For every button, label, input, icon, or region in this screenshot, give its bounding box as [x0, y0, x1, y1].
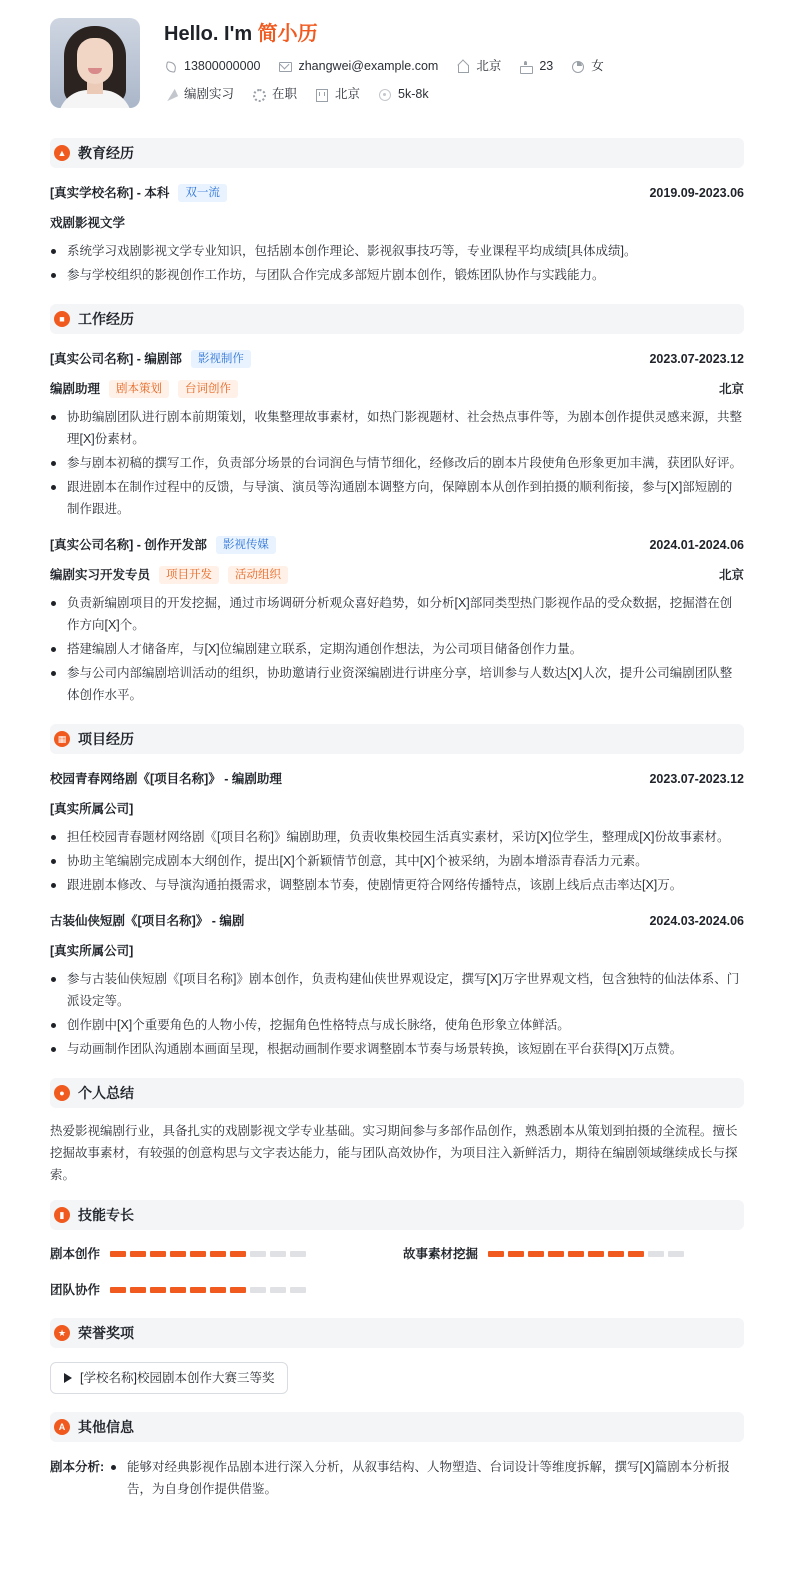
work-period: 2023.07-2023.12	[649, 351, 744, 366]
skill-segment-filled	[230, 1287, 246, 1293]
other-label: 剧本分析:	[50, 1460, 105, 1474]
company-tag: 影视传媒	[216, 536, 276, 554]
list-item: 系统学习戏剧影视文学专业知识，包括剧本创作理论、影视叙事技巧等，专业课程平均成绩[具体成绩]。	[50, 240, 744, 262]
skill-segment-filled	[628, 1251, 644, 1257]
skill-segment-empty	[250, 1287, 266, 1293]
phone-number: 13800000000	[184, 58, 261, 73]
job-city: 北京	[718, 381, 744, 396]
skill-segment-empty	[290, 1287, 306, 1293]
award-text: [学校名称]校园剧本创作大赛三等奖	[80, 1370, 275, 1385]
job-city: 北京	[718, 567, 744, 582]
list-item: 负责新编剧项目的开发挖掘，通过市场调研分析观众喜好趋势，如分析[X]部同类型热门影视作品的受众数据，挖掘潜在创作方向[X]个。	[50, 592, 744, 636]
salary-icon	[378, 88, 391, 101]
skill-segment-filled	[190, 1251, 206, 1257]
skill-name: 团队协作	[50, 1282, 101, 1297]
gear-icon	[252, 88, 265, 101]
home-city: 北京	[476, 58, 502, 73]
awards-section-title	[50, 1318, 744, 1348]
cake-icon	[519, 60, 532, 73]
skill-name: 剧本创作	[50, 1246, 101, 1261]
skill-segment-empty	[290, 1251, 306, 1257]
skill-segment-filled	[190, 1287, 206, 1293]
skill-segment-empty	[270, 1251, 286, 1257]
education-section-title	[50, 138, 744, 168]
briefcase-icon: ■	[54, 311, 70, 327]
skill-segment-filled	[110, 1287, 126, 1293]
other-section-title	[50, 1412, 744, 1442]
skill-segment-empty	[270, 1287, 286, 1293]
school-name: [真实学校名称] - 本科	[50, 185, 170, 200]
list-item: 担任校园青春题材网络剧《[项目名称]》编剧助理，负责收集校园生活真实素材，采访[X]位学生，整理成[X]份故事素材。	[50, 826, 744, 848]
list-item: 与动画制作团队沟通剧本画面呈现，根据动画制作要求调整剧本节奏与场景转换，该短剧在平台获得[X]万点赞。	[50, 1038, 744, 1060]
section-title-text: 技能专长	[78, 1206, 134, 1223]
section-title-text: 个人总结	[78, 1084, 134, 1101]
skill-segment-filled	[110, 1251, 126, 1257]
company-tag: 影视制作	[191, 350, 251, 368]
skill-segment-filled	[230, 1251, 246, 1257]
gender: 女	[591, 58, 604, 73]
skill-segment-empty	[668, 1251, 684, 1257]
company-name: [真实公司名称] - 创作开发部	[50, 537, 207, 552]
list-item: 跟进剧本在制作过程中的反馈，与导演、演员等沟通剧本调整方向，保障剧本从创作到拍摄的顺利衔接，参与[X]部短剧的制作跟进。	[50, 476, 744, 520]
list-item: 参与剧本初稿的撰写工作，负责部分场景的台词润色与情节细化，经修改后的剧本片段使角色形象更加丰满，获团队好评。	[50, 452, 744, 474]
job-role: 编剧实习开发专员	[50, 567, 151, 582]
mail-icon	[278, 60, 291, 73]
education-period: 2019.09-2023.06	[649, 185, 744, 200]
skill-level-bar	[110, 1251, 310, 1257]
work-entry	[50, 348, 744, 520]
age: 23	[539, 58, 554, 73]
send-icon	[164, 88, 177, 101]
skills-list	[50, 1244, 744, 1300]
work-section-title	[50, 304, 744, 334]
email-address: zhangwei@example.com	[298, 58, 439, 73]
skill-segment-filled	[488, 1251, 504, 1257]
greeting	[164, 20, 622, 48]
skill-segment-empty	[648, 1251, 664, 1257]
skill-segment-filled	[528, 1251, 544, 1257]
job-role: 编剧助理	[50, 381, 101, 396]
list-item: 搭建编剧人才储备库，与[X]位编剧建立联系，定期沟通创作想法，为公司项目储备创作力量。	[50, 638, 744, 660]
section-title-text: 项目经历	[78, 730, 134, 747]
skill-level-bar	[488, 1251, 688, 1257]
candidate-name: 简小历	[257, 23, 318, 45]
section-title-text: 其他信息	[78, 1418, 134, 1435]
skill-segment-filled	[568, 1251, 584, 1257]
school-tag: 双一流	[178, 184, 227, 202]
skill-segment-filled	[150, 1287, 166, 1293]
major: 戏剧影视文学	[50, 215, 126, 230]
work-entry	[50, 534, 744, 706]
skill-segment-filled	[170, 1287, 186, 1293]
home-icon	[456, 60, 469, 73]
medal-icon: ★	[54, 1325, 70, 1341]
phone-icon	[164, 60, 177, 73]
grid-icon: ▦	[54, 731, 70, 747]
skill-segment-empty	[250, 1251, 266, 1257]
list-item: 协助编剧团队进行剧本前期策划，收集整理故事素材，如热门影视题材、社会热点事件等，为剧本创作提供灵感来源，共整理[X]份素材。	[50, 406, 744, 450]
summary-section-title	[50, 1078, 744, 1108]
job-status: 在职	[272, 86, 298, 101]
project-period: 2023.07-2023.12	[649, 771, 744, 786]
play-icon	[64, 1373, 72, 1383]
skill-segment-filled	[508, 1251, 524, 1257]
project-entry	[50, 910, 744, 1060]
intent-position: 编剧实习	[184, 86, 235, 101]
skill-item	[403, 1244, 743, 1264]
list-item: 参与公司内部编剧培训活动的组织，协助邀请行业资深编剧进行讲座分享，培训参与人数达[X]人次，提升公司编剧团队整体创作水平。	[50, 662, 744, 706]
skill-segment-filled	[170, 1251, 186, 1257]
skill-segment-filled	[150, 1251, 166, 1257]
project-name: 校园青春网络剧《[项目名称]》 - 编剧助理	[50, 771, 282, 786]
expected-salary: 5k-8k	[398, 86, 429, 101]
list-item: 创作剧中[X]个重要角色的人物小传，挖掘角色性格特点与成长脉络，使角色形象立体鲜活。	[50, 1014, 744, 1036]
role-tag: 活动组织	[228, 566, 288, 584]
skill-segment-filled	[130, 1287, 146, 1293]
building-icon	[315, 88, 328, 101]
education-entry	[50, 182, 744, 286]
skill-segment-filled	[548, 1251, 564, 1257]
skill-segment-filled	[210, 1287, 226, 1293]
skill-name: 故事素材挖掘	[403, 1246, 479, 1261]
project-company: [真实所属公司]	[50, 801, 134, 816]
section-title-text: 工作经历	[78, 310, 134, 327]
role-tag: 剧本策划	[109, 380, 169, 398]
bar-chart-icon: ▮	[54, 1207, 70, 1223]
gender-icon	[571, 60, 584, 73]
list-item: 参与古装仙侠短剧《[项目名称]》剧本创作，负责构建仙侠世界观设定，撰写[X]万字世界观文档，包含独特的仙法体系、门派设定等。	[50, 968, 744, 1012]
skill-segment-filled	[210, 1251, 226, 1257]
work-period: 2024.01-2024.06	[649, 537, 744, 552]
list-item: 参与学校组织的影视创作工作坊，与团队合作完成多部短片剧本创作，锻炼团队协作与实践能力。	[50, 264, 744, 286]
project-company: [真实所属公司]	[50, 943, 134, 958]
intent-row	[164, 84, 622, 104]
list-item: 跟进剧本修改、与导演沟通拍摄需求，调整剧本节奏，使剧情更符合网络传播特点，该剧上线后点击率达[X]万。	[50, 874, 744, 896]
user-icon: ●	[54, 1085, 70, 1101]
other-entry	[50, 1456, 744, 1502]
skill-segment-filled	[588, 1251, 604, 1257]
contact-row	[164, 56, 622, 76]
info-icon: A	[54, 1419, 70, 1435]
summary-text: 热爱影视编剧行业，具备扎实的戏剧影视文学专业基础。实习期间参与多部作品创作，熟悉剧本从策划到拍摄的全流程。擅长挖掘故事素材，有较强的创意构思与文字表达能力，能与团队高效协作，为项目注入新鲜活力，期待在编剧领域继续成长与探索。	[50, 1124, 738, 1182]
resume-header	[50, 18, 744, 118]
project-name: 古装仙侠短剧《[项目名称]》 - 编剧	[50, 913, 245, 928]
project-entry	[50, 768, 744, 896]
skill-segment-filled	[130, 1251, 146, 1257]
award-item[interactable]	[50, 1362, 288, 1394]
section-title-text: 教育经历	[78, 144, 134, 161]
role-tag: 项目开发	[159, 566, 219, 584]
projects-section-title	[50, 724, 744, 754]
skill-level-bar	[110, 1287, 310, 1293]
list-item: 能够对经典影视作品剧本进行深入分析，从叙事结构、人物塑造、台词设计等维度拆解，撰写[X]篇剧本分析报告，为自身创作提供借鉴。	[110, 1456, 744, 1500]
skill-item	[50, 1244, 403, 1264]
skill-item	[50, 1280, 403, 1300]
avatar	[50, 18, 140, 108]
header-info	[164, 18, 622, 104]
project-period: 2024.03-2024.06	[649, 913, 744, 928]
greeting-prefix: Hello. I'm	[164, 23, 258, 45]
role-tag: 台词创作	[178, 380, 238, 398]
company-name: [真实公司名称] - 编剧部	[50, 351, 182, 366]
section-title-text: 荣誉奖项	[78, 1324, 134, 1341]
graduation-cap-icon: ▲	[54, 145, 70, 161]
intent-city: 北京	[335, 86, 361, 101]
list-item: 协助主笔编剧完成剧本大纲创作，提出[X]个新颖情节创意，其中[X]个被采纳，为剧本增添青春活力元素。	[50, 850, 744, 872]
skills-section-title	[50, 1200, 744, 1230]
award-list	[50, 1362, 744, 1394]
skill-segment-filled	[608, 1251, 624, 1257]
